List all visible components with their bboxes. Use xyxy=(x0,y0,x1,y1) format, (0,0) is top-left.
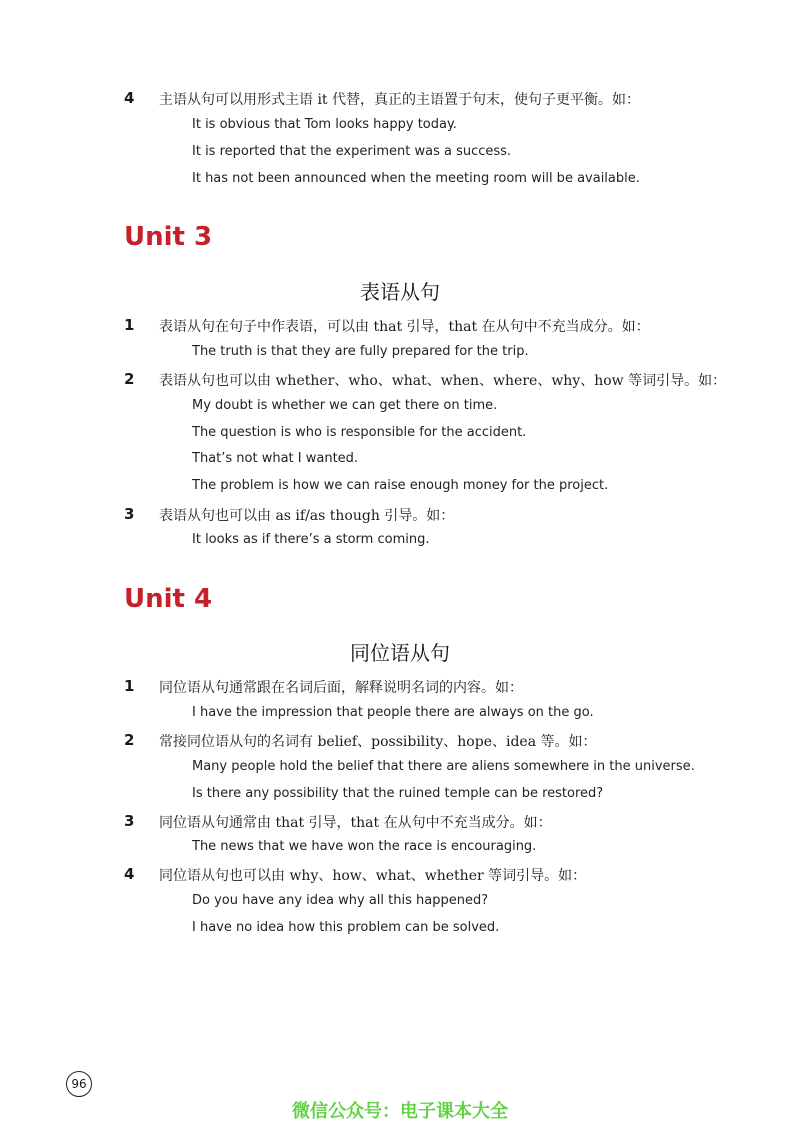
page-number: 96 xyxy=(66,1071,92,1097)
unit-4-title: 同位语从句 xyxy=(350,641,450,665)
example-sentence: Is there any possibility that the ruined temple can be restored? xyxy=(192,786,604,801)
unit-4-heading: Unit 4 xyxy=(124,584,213,614)
example-sentence: The question is who is responsible for the accident. xyxy=(192,425,527,440)
rule-text: 同位语从句通常跟在名词后面，解释说明名词的内容。如： xyxy=(159,680,523,696)
rule-text: 主语从句可以用形式主语 it 代替，真正的主语置于句末，使句子更平衡。如： xyxy=(159,92,641,108)
example-sentence: It is reported that the experiment was a success. xyxy=(192,144,512,159)
example-sentence: The news that we have won the race is encouraging. xyxy=(192,839,537,854)
rule-number: 4 xyxy=(124,89,135,107)
example-sentence: It is obvious that Tom looks happy today. xyxy=(192,117,457,132)
unit-3-heading: Unit 3 xyxy=(124,222,213,252)
example-sentence: It has not been announced when the meeting room will be available. xyxy=(192,171,640,186)
example-sentence: It looks as if there’s a storm coming. xyxy=(192,532,430,547)
rule-number: 3 xyxy=(124,812,135,830)
rule-number: 2 xyxy=(124,370,135,388)
rule-number: 4 xyxy=(124,865,135,883)
example-sentence: My doubt is whether we can get there on time. xyxy=(192,398,498,413)
unit-3-title: 表语从句 xyxy=(360,280,440,304)
rule-text: 表语从句也可以由 whether、who、what、when、where、why、how 等词引导。如： xyxy=(159,373,727,389)
example-sentence: The truth is that they are fully prepared for the trip. xyxy=(192,344,529,359)
rule-number: 3 xyxy=(124,505,135,523)
rule-text: 同位语从句通常由 that 引导，that 在从句中不充当成分。如： xyxy=(159,815,552,831)
example-sentence: Do you have any idea why all this happened? xyxy=(192,893,489,908)
rule-number: 1 xyxy=(124,677,135,695)
watermark-text: 微信公众号：电子课本大全 xyxy=(292,1101,508,1122)
rule-text: 常接同位语从句的名词有 belief、possibility、hope、idea 等。如： xyxy=(159,734,597,750)
example-sentence: The problem is how we can raise enough money for the project. xyxy=(192,478,609,493)
example-sentence: That’s not what I wanted. xyxy=(192,451,359,466)
rule-text: 表语从句在句子中作表语，可以由 that 引导，that 在从句中不充当成分。如： xyxy=(159,319,650,335)
rule-text: 同位语从句也可以由 why、how、what、whether 等词引导。如： xyxy=(159,868,587,884)
example-sentence: I have the impression that people there are always on the go. xyxy=(192,705,594,720)
rule-number: 1 xyxy=(124,316,135,334)
example-sentence: I have no idea how this problem can be solved. xyxy=(192,920,500,935)
rule-number: 2 xyxy=(124,731,135,749)
example-sentence: Many people hold the belief that there are aliens somewhere in the universe. xyxy=(192,759,695,774)
rule-text: 表语从句也可以由 as if/as though 引导。如： xyxy=(159,508,455,524)
